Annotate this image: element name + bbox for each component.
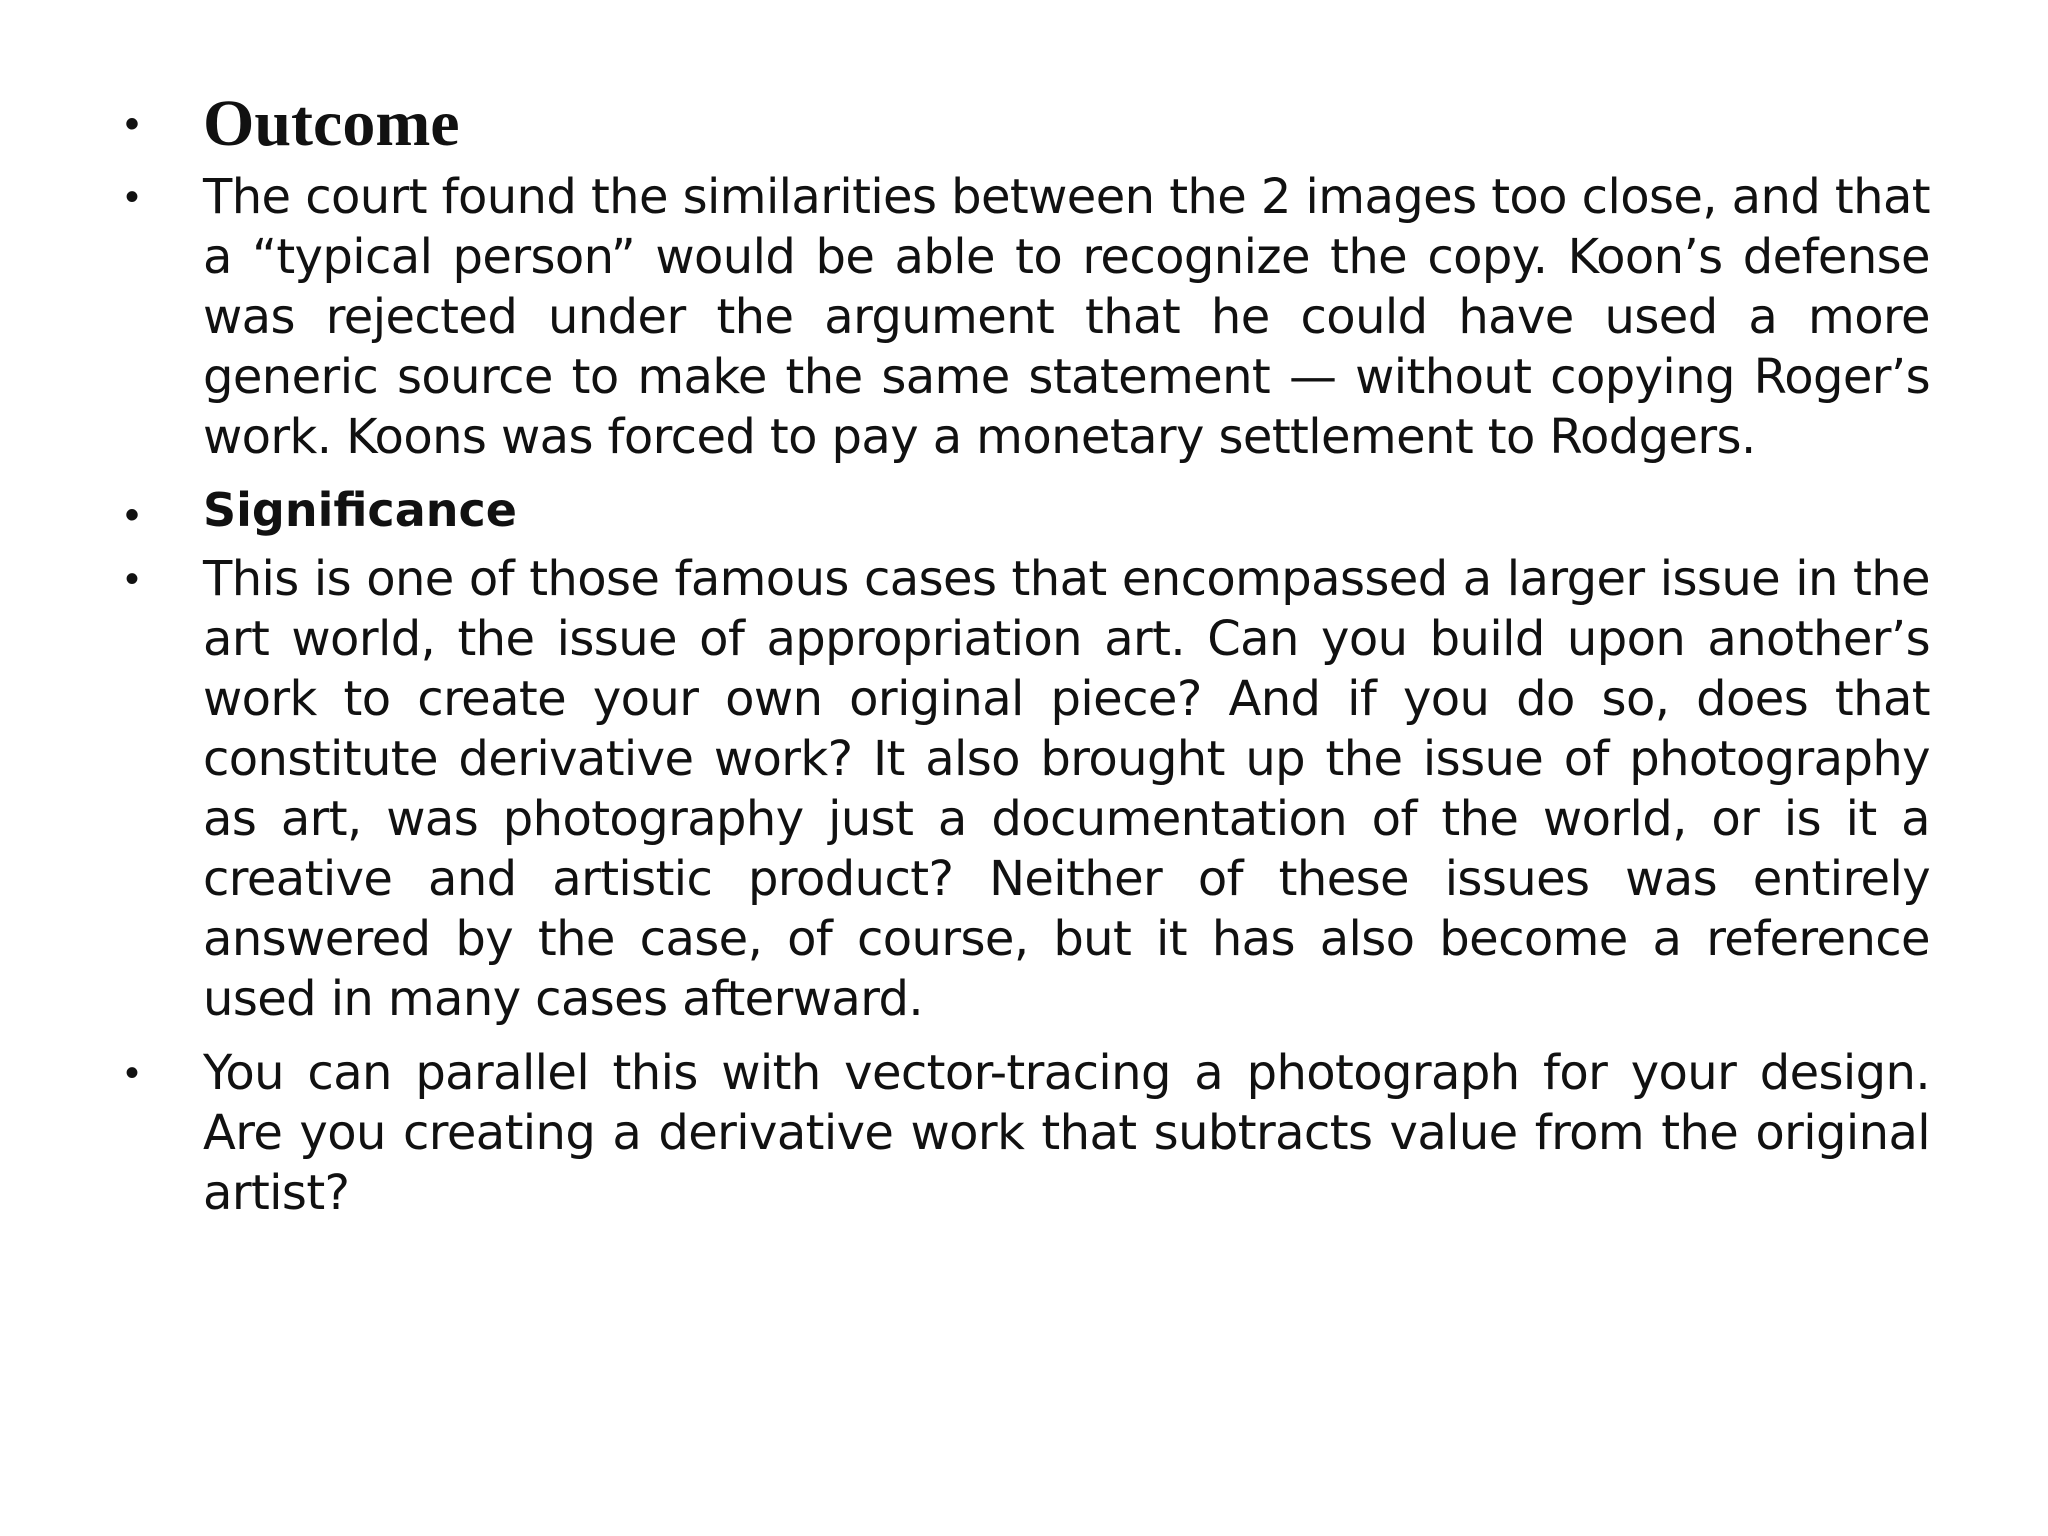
outcome-paragraph: The court found the similarities between the 2 images too close, and that a “typical person” would be able to recognize the copy. Koon’s defense was rejected under the argument that he could have used a more generic source to make the same statement — without copying Roger’s work. Koons was forced to pay a monetary settlement to Rodgers. — [203, 169, 1930, 466]
parallel-paragraph: You can parallel this with vector-tracing a photograph for your design. Are you creating a derivative work that subtracts value from the original artist? — [203, 1044, 1930, 1221]
bullet-marker: • — [125, 556, 139, 601]
bullet-list — [120, 84, 1930, 1237]
bullet-outcome-text — [120, 167, 1930, 467]
bullet-marker: • — [125, 175, 139, 220]
significance-heading: Significance — [203, 483, 517, 538]
bullet-significance-heading — [120, 481, 1930, 541]
bullet-marker: • — [125, 493, 140, 538]
bullet-significance-text — [120, 549, 1930, 1029]
bullet-marker: • — [125, 102, 140, 146]
bullet-outcome-heading — [120, 84, 1930, 163]
bullet-marker: • — [125, 1050, 139, 1095]
outcome-heading: Outcome — [203, 87, 460, 160]
significance-paragraph: This is one of those famous cases that encompassed a larger issue in the art world, the issue of appropriation art. Can you build upon another’s work to create your own original piece? And if you do so, does that constitute derivative work? It also brought up the issue of photography as art, was photography just a documentation of the world, or is it a creative and artistic product? Neither of these issues was entirely answered by the case, of course, but it has also become a reference used in many cases afterward. — [203, 550, 1930, 1027]
bullet-parallel-text — [120, 1043, 1930, 1223]
